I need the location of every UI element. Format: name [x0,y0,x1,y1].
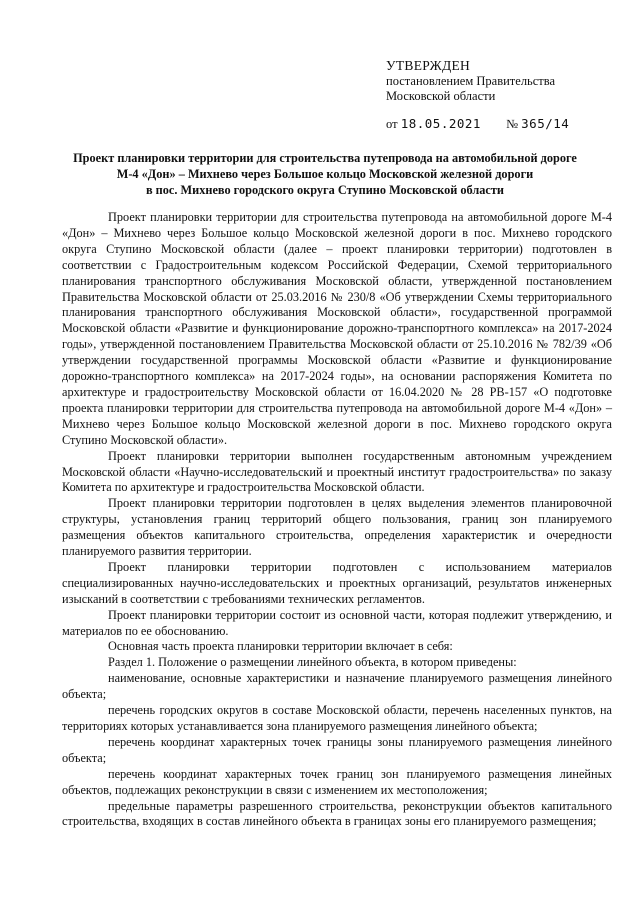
paragraph: Проект планировки территории подготовлен в целях выделения элементов планировочной структуры, установления границ территорий общего пользования, границ зон планируемого размещения объектов капитального строительства, определения характеристик и очередности планируемого развития территории. [62,496,612,559]
title-line-1: Проект планировки территории для строительства путепровода на автомобильной дороге [73,151,577,165]
list-item: перечень координат характерных точек границ зон планируемого размещения линейных объектов, подлежащих реконструкции в связи с изменением их местоположения; [62,766,612,797]
list-item: наименование, основные характеристики и назначение планируемого размещения линейного объекта; [62,671,612,702]
paragraph: Проект планировки территории состоит из основной части, которая подлежит утверждению, и материалов по ее обоснованию. [62,607,612,638]
paragraph: Проект планировки территории выполнен государственным автономным учреждением Московской области «Научно-исследовательский и проектный институт градостроительства» по заказу Комитета по архитектуре и градостроительства Московской области. [62,448,612,495]
list-item: перечень городских округов в составе Московской области, перечень населенных пунктов, на территориях которых устанавливается зона планируемого размещения линейного объекта; [62,703,612,733]
document-title [60,150,590,198]
approval-date: 18.05.2021 [400,116,481,131]
paragraph: Проект планировки территории подготовлен с использованием материалов специализированных научно-исследовательских и проектных организаций, результатов инженерных изысканий в соответствии с требованиями технических регламентов. [62,559,612,606]
approval-line-2: Московской области [386,89,496,103]
list-item: перечень координат характерных точек границы зоны планируемого размещения линейного объекта; [62,734,612,765]
approval-number: 365/14 [521,116,570,131]
approval-number-label: № [506,117,519,131]
approval-line-1: постановлением Правительства [386,74,556,88]
paragraph: Основная часть проекта планировки территории включает в себя: [108,639,453,654]
title-line-3: в пос. Михнево городского округа Ступино Московской области [145,183,505,197]
approval-stamp [386,58,569,132]
approval-date-row [386,116,569,132]
approval-date-prefix: от [386,117,398,131]
paragraph: Проект планировки территории для строительства путепровода на автомобильной дороге М-4 «Дон» – Михнево через Большое кольцо Московской железной дороги в пос. Михнево городского округа Ступино Московской области (далее – проект планировки территории) подготовлен в соответствии с Градостроительным кодексом Российской Федерации, Схемой территориального планирования транспортного обслуживания Московской области, утвержденной постановлением Правительства Московской области от 25.03.2016 № 230/8 «Об утверждении Схемы территориального планирования транспортного обслуживания Московской области», государственной программой Московской области «Развитие и функционирование дорожно-транспортного комплекса» на 2017-2024 годы», утвержденной постановлением Правительства Московской области от 25.10.2016 № 782/39 «Об утверждении государственной программы Московской области «Развитие и функционирование дорожно-транспортного комплекса» на 2017-2024 годы», на основании распоряжения Комитета по архитектуре и градостроительству Московской области от 16.04.2020 № 28 РВ-157 «О подготовке проекта планировки территории для строительства путепровода на автомобильной дороге М-4 «Дон» – Михнево через Большое кольцо Московской железной дороги в пос. Михнево городского округа Ступино Московской области». [62,210,612,447]
document-body [62,210,612,830]
approval-title: УТВЕРЖДЕН [386,58,471,73]
list-item: предельные параметры разрешенного строительства, реконструкции объектов капитального строительства, входящих в состав линейного объекта в границах зоны его планируемого размещения; [62,798,612,829]
paragraph: Раздел 1. Положение о размещении линейного объекта, в котором приведены: [108,655,517,670]
title-line-2: М-4 «Дон» – Михнево через Большое кольцо Московской железной дороги [116,167,534,181]
